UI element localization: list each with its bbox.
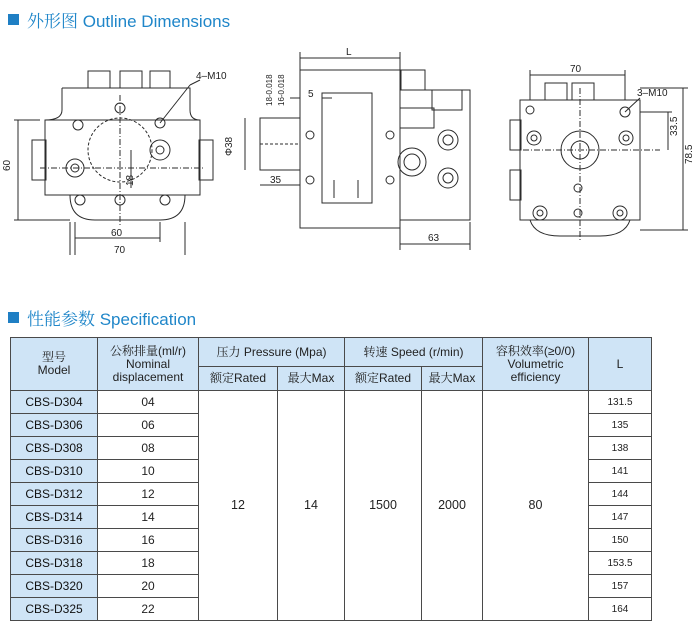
cell-l: 153.5 [589,552,652,575]
cell-l: 164 [589,598,652,621]
cell-displacement: 10 [98,460,199,483]
header-speed: 转速 Speed (r/min) [345,338,483,367]
cell-l: 135 [589,414,652,437]
spec-table [10,337,652,621]
rear-width-label: 70 [570,64,582,75]
cell-model: CBS-D310 [11,460,98,483]
header-pressure-max: 最大Max [278,367,345,391]
cell-l: 147 [589,506,652,529]
cell-model: CBS-D312 [11,483,98,506]
side-length-label: L [346,47,352,58]
cell-l: 138 [589,437,652,460]
rear-dim-78-5-label: 78.5 [684,144,695,164]
table-row [11,391,652,414]
front-dim-18-label: 18 [125,174,136,186]
header-speed-max: 最大Max [422,367,483,391]
cell-l: 141 [589,460,652,483]
cell-displacement: 08 [98,437,199,460]
spec-title-text: 性能参数 Specification [27,310,197,329]
cell-displacement: 22 [98,598,199,621]
spec-section-title [8,305,196,330]
cell-model: CBS-D316 [11,529,98,552]
cell-l: 157 [589,575,652,598]
cell-displacement: 12 [98,483,199,506]
cell-l: 144 [589,483,652,506]
bullet-square-icon [8,14,19,25]
rear-view [510,64,695,240]
outline-title-text: 外形图 Outline Dimensions [27,12,231,31]
side-view [224,47,470,250]
header-pressure: 压力 Pressure (Mpa) [199,338,345,367]
outline-section-title [8,7,230,32]
header-pressure-rated: 额定Rated [199,367,278,391]
cell-l: 131.5 [589,391,652,414]
cell-speed-max: 2000 [422,391,483,621]
cell-displacement: 18 [98,552,199,575]
side-dim-63-label: 63 [428,233,440,244]
front-view [2,71,227,255]
front-thread-label: 4–M10 [196,71,227,82]
cell-model: CBS-D306 [11,414,98,437]
cell-efficiency: 80 [483,391,589,621]
cell-displacement: 06 [98,414,199,437]
rear-thread-label: 3–M10 [637,88,668,99]
side-dim-5-label: 5 [308,89,314,100]
side-key-b-label: 16-0.018 [277,74,286,106]
outline-drawing [0,40,700,255]
header-displacement: 公称排量(ml/r) Nominal displacement [98,338,199,391]
cell-pressure-max: 14 [278,391,345,621]
side-key-a-label: 18-0.018 [265,74,274,106]
cell-model: CBS-D320 [11,575,98,598]
cell-model: CBS-D318 [11,552,98,575]
cell-model: CBS-D304 [11,391,98,414]
cell-displacement: 20 [98,575,199,598]
bullet-square-icon [8,312,19,323]
header-speed-rated: 额定Rated [345,367,422,391]
header-efficiency: 容积效率(≥0/0) Volumetric efficiency [483,338,589,391]
side-shaft-dia-label: Φ38 [224,136,235,156]
cell-model: CBS-D314 [11,506,98,529]
front-width-outer-label: 70 [114,245,126,255]
front-height-label: 60 [2,159,13,171]
cell-l: 150 [589,529,652,552]
cell-pressure-rated: 12 [199,391,278,621]
header-l: L [589,338,652,391]
cell-model: CBS-D325 [11,598,98,621]
cell-speed-rated: 1500 [345,391,422,621]
rear-dim-33-5-label: 33.5 [669,116,680,136]
cell-displacement: 04 [98,391,199,414]
cell-displacement: 14 [98,506,199,529]
header-model: 型号 Model [11,338,98,391]
front-width-inner-label: 60 [111,228,123,239]
side-dim-35-label: 35 [270,175,282,186]
cell-displacement: 16 [98,529,199,552]
cell-model: CBS-D308 [11,437,98,460]
